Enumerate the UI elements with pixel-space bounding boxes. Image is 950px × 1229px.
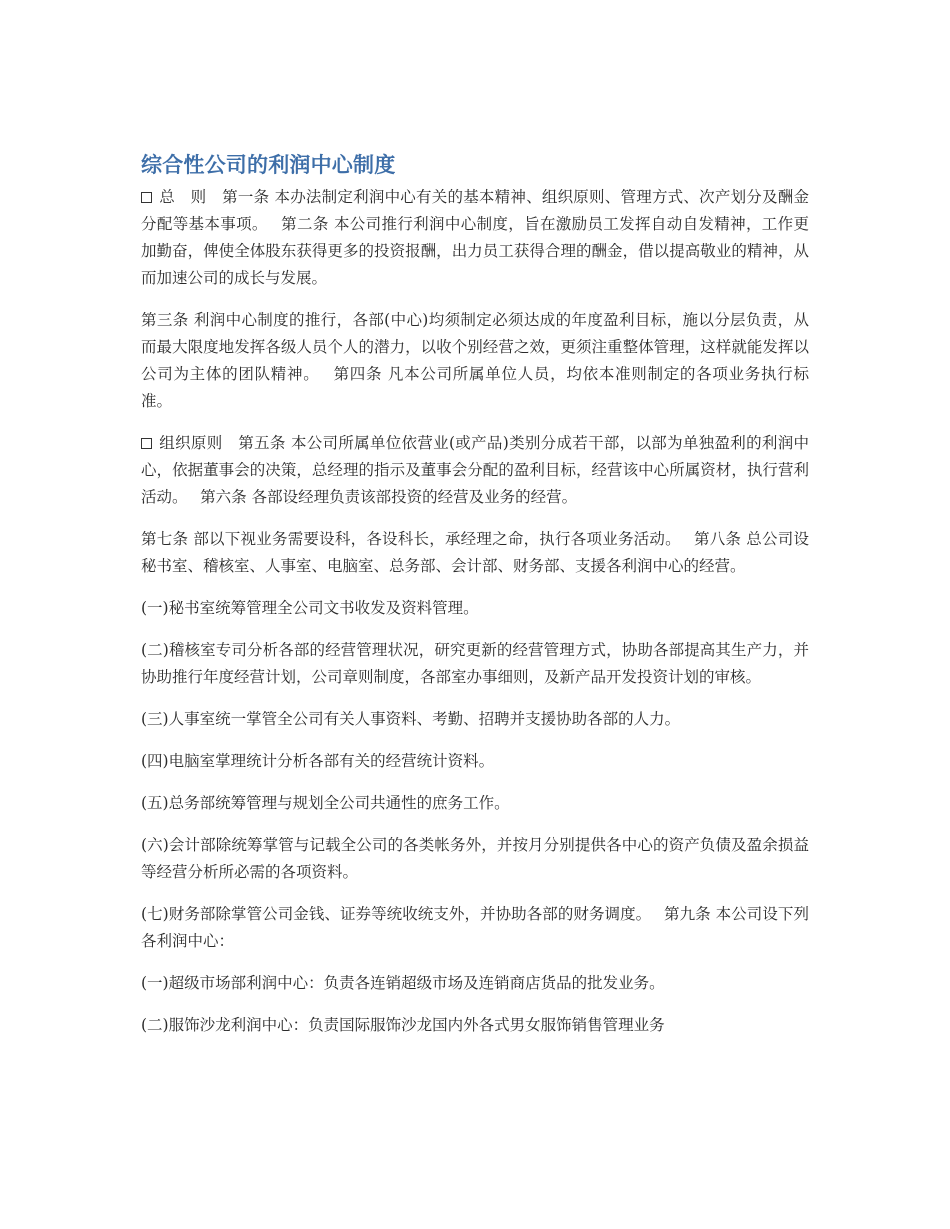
list-item-apparel-center: [141, 1012, 809, 1039]
paragraph-article-7: [141, 526, 809, 580]
paragraph-text: (一)超级市场部利润中心：负责各连销超级市场及连销商店货品的批发业务。: [141, 974, 665, 992]
paragraph-general-provisions: [141, 184, 809, 292]
paragraph-text: (三)人事室统一掌管全公司有关人事资料、考勤、招聘并支援协助各部的人力。: [141, 710, 681, 728]
paragraph-text: 总 则 第一条 本办法制定利润中心有关的基本精神、组织原则、管理方式、次产划分及酬金分配等基本事项。 第二条 本公司推行利润中心制度，旨在激励员工发挥自动自发精神，工作更加勤奋，俾使全体股东获得更多的投资报酬，出力员工获得合理的酬金，借以提高敬业的精神，从而加速公司的成长与发展。: [141, 188, 809, 287]
list-item-computer-office: [141, 748, 809, 775]
paragraph-text: (六)会计部除统筹掌管与记载全公司的各类帐务外，并按月分别提供各中心的资产负债及盈余损益等经营分析所必需的各项资料。: [141, 836, 809, 881]
paragraph-organization-principles: [141, 430, 809, 511]
checkbox-icon: [141, 438, 152, 449]
list-item-supermarket-center: [141, 970, 809, 997]
document-title: 综合性公司的利润中心制度: [141, 153, 396, 177]
checkbox-icon: [141, 192, 152, 203]
paragraph-text: (一)秘书室统筹管理全公司文书收发及资料管理。: [141, 599, 479, 617]
list-item-audit-office: [141, 637, 809, 691]
paragraph-text: 第七条 部以下视业务需要设科，各设科长，承经理之命，执行各项业务活动。 第八条 总公司设秘书室、稽核室、人事室、电脑室、总务部、会计部、财务部、支援各利润中心的经营。: [141, 530, 809, 575]
paragraph-text: (二)稽核室专司分析各部的经营管理状况，研究更新的经营管理方式，协助各部提高其生产力，并协助推行年度经营计划，公司章则制度，各部室办事细则，及新产品开发投资计划的审核。: [141, 641, 809, 686]
list-item-general-affairs: [141, 790, 809, 817]
paragraph-text: 组织原则 第五条 本公司所属单位依营业(或产品)类别分成若干部，以部为单独盈利的利润中心，依据董事会的决策，总经理的指示及董事会分配的盈利目标，经营该中心所属资材，执行营利活动。 第六条 各部设经理负责该部投资的经营及业务的经营。: [141, 434, 809, 506]
list-item-secretary-office: [141, 595, 809, 622]
paragraph-text: (五)总务部统筹管理与规划全公司共通性的庶务工作。: [141, 794, 510, 812]
paragraph-article-3: [141, 307, 809, 415]
paragraph-text: 第三条 利润中心制度的推行，各部(中心)均须制定必须达成的年度盈利目标，施以分层负责，从而最大限度地发挥各级人员个人的潜力，以收个别经营之效，更须注重整体管理，这样就能发挥以公司为主体的团队精神。 第四条 凡本公司所属单位人员，均依本准则制定的各项业务执行标准。: [141, 311, 809, 410]
document-body: [141, 150, 809, 1054]
paragraph-text: (二)服饰沙龙利润中心：负责国际服饰沙龙国内外各式男女服饰销售管理业务: [141, 1016, 665, 1034]
paragraph-text: (七)财务部除掌管公司金钱、证券等统收统支外，并协助各部的财务调度。 第九条 本公司设下列各利润中心：: [141, 905, 809, 950]
list-item-personnel-office: [141, 706, 809, 733]
list-item-finance: [141, 901, 809, 955]
paragraph-text: (四)电脑室掌理统计分析各部有关的经营统计资料。: [141, 752, 495, 770]
list-item-accounting: [141, 832, 809, 886]
